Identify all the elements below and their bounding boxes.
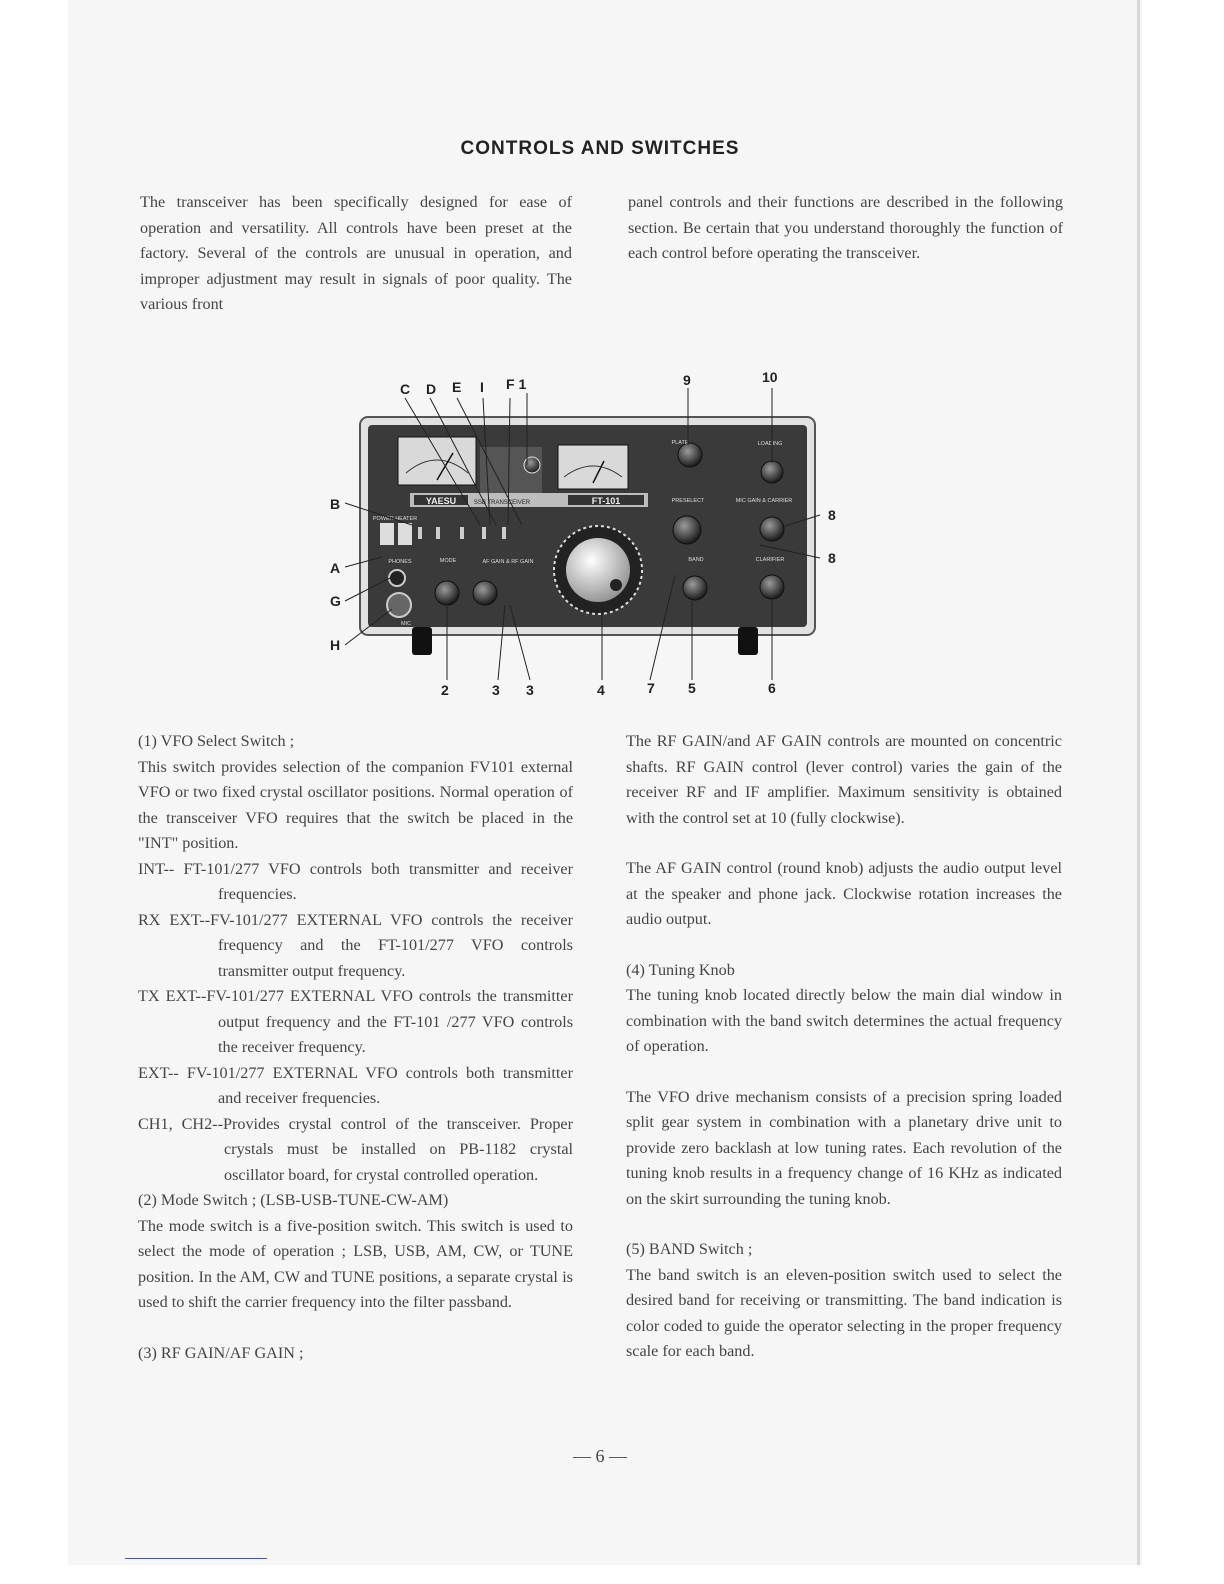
- callout-10: 10: [762, 369, 778, 385]
- mic-label: MIC: [400, 621, 412, 627]
- plate-label: PLATE: [671, 440, 689, 446]
- callout-6: 6: [768, 680, 776, 696]
- rx-ext-item: RX EXT--FV-101/277 EXTERNAL VFO controls the receiver frequency and the FT-101/277 VFO controls transmitter output frequency.: [138, 910, 573, 980]
- band-label: BAND: [688, 557, 704, 563]
- loading-label: LOADING: [757, 441, 783, 447]
- mic-gain-label: MIC GAIN & CARRIER: [735, 498, 793, 504]
- callout-5: 5: [688, 680, 696, 696]
- section-5-title: (5) BAND Switch ;: [626, 1240, 753, 1258]
- callout-e: E: [452, 379, 462, 395]
- callout-8-upper: 8: [828, 507, 836, 523]
- power-heater-label: POWER HEATER: [372, 516, 418, 522]
- section-4-title: (4) Tuning Knob: [626, 960, 735, 979]
- callout-h: H: [330, 637, 341, 653]
- tx-ext-item: TX EXT--FV-101/277 EXTERNAL VFO controls the transmitter output frequency and the FT-101 /277 VFO controls the receiver frequency.: [138, 987, 573, 1056]
- callout-9: 9: [683, 372, 691, 388]
- section-1-title: (1) VFO Select Switch ;: [138, 732, 295, 750]
- section-3-title: (3) RF GAIN/AF GAIN ;: [138, 1343, 304, 1362]
- left-column: [138, 729, 573, 1366]
- preselect-label: PRESELECT: [671, 498, 705, 504]
- page-edge: [1137, 0, 1140, 1565]
- model-sub-label: SSB TRANSCEIVER: [473, 500, 531, 506]
- section-5-body: The band switch is an eleven-position switch used to select the desired band for receiving or transmitting. The band indication is color coded to guide the operator selecting in the proper frequency scale for each band.: [626, 1265, 1062, 1360]
- int-item: INT-- FT-101/277 VFO controls both transmitter and receiver frequencies.: [138, 859, 573, 903]
- phones-label: PHONES: [388, 559, 412, 565]
- callout-2: 2: [441, 682, 449, 698]
- bottom-rule: [125, 1558, 267, 1559]
- callout-3b: 3: [526, 682, 534, 698]
- page-title: CONTROLS AND SWITCHES: [460, 138, 740, 159]
- callout-g: G: [330, 593, 341, 609]
- section-4-body: The tuning knob located directly below the main dial window in combination with the band switch determines the actual frequency of operation.: [626, 986, 1062, 1055]
- section-1-body: This switch provides selection of the companion FV101 external VFO or two fixed crystal oscillator positions. Normal operation of the transceiver VFO requires that the switch be placed in the "INT" position.: [138, 757, 573, 852]
- callout-b: B: [330, 496, 341, 512]
- callout-8-lower: 8: [828, 550, 836, 566]
- ch-item: CH1, CH2--Provides crystal control of the transceiver. Proper crystals must be installed on PB-1182 crystal oscillator board, for crystal controlled operation.: [138, 1114, 573, 1184]
- callout-4: 4: [597, 682, 605, 698]
- rf-af-gain-body: The RF GAIN/and AF GAIN controls are mounted on concentric shafts. RF GAIN control (lever control) varies the gain of the receiver RF and IF amplifier. Maximum sensitivity is obtained with the control set at 10 (fully clockwise).: [626, 732, 1062, 827]
- af-rf-gain-label: AF GAIN & RF GAIN: [482, 559, 534, 565]
- callout-i: I: [480, 379, 484, 395]
- page-number: — 6 —: [573, 1446, 627, 1466]
- section-2-body: The mode switch is a five-position switch. This switch is used to select the mode of operation ; LSB, USB, AM, CW, or TUNE position. In the AM, CW and TUNE positions, a separate crystal is used to shift the carrier frequency into the filter passband.: [138, 1216, 573, 1311]
- callout-f1: F 1: [506, 376, 527, 392]
- callout-d: D: [426, 381, 437, 397]
- callout-7: 7: [647, 680, 655, 696]
- intro-left: The transceiver has been specifically designed for ease of operation and versatility. All controls have been preset at the factory. Several of the controls are unusual in operation, and improper adjustment may result in signals of poor quality. The various front: [140, 193, 572, 313]
- brand-label: YAESU: [425, 496, 457, 506]
- callout-3a: 3: [492, 682, 500, 698]
- vfo-drive-body: The VFO drive mechanism consists of a precision spring loaded split gear system in combination with a planetary drive unit to provide zero backlash at low tuning rates. Each revolution of the tuning knob results in a frequency change of 16 KHz as indicated on the skirt surrounding the tuning knob.: [626, 1087, 1062, 1208]
- mode-label: MODE: [439, 558, 457, 564]
- af-gain-body: The AF GAIN control (round knob) adjusts the audio output level at the speaker and phone jack. Clockwise rotation increases the audio output.: [626, 859, 1062, 928]
- transceiver-photo: [320, 365, 850, 710]
- right-column: [626, 729, 1062, 1365]
- callout-a: A: [330, 560, 341, 576]
- clarifier-label: CLARIFIER: [755, 557, 785, 563]
- section-2-title: (2) Mode Switch ; (LSB-USB-TUNE-CW-AM): [138, 1191, 449, 1209]
- callout-c: C: [400, 381, 411, 397]
- intro-right: panel controls and their functions are described in the following section. Be certain that you understand thoroughly the function of each control before operating the transceiver.: [628, 193, 1063, 262]
- model-label: FT-101: [591, 496, 621, 506]
- ext-item: EXT-- FV-101/277 EXTERNAL VFO controls both transmitter and receiver frequencies.: [138, 1063, 573, 1107]
